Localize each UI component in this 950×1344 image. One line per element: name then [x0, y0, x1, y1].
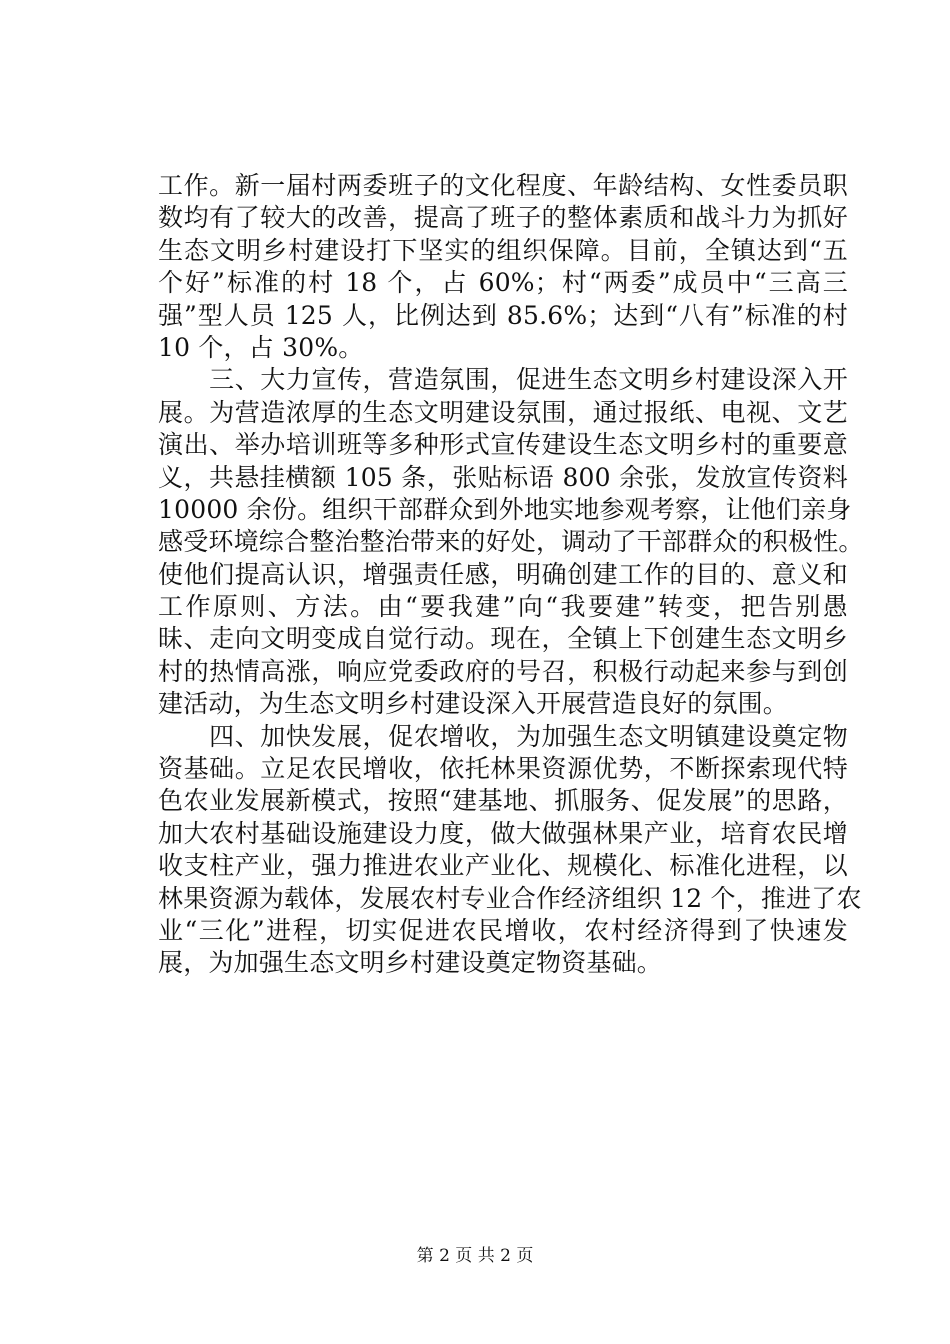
text-line: 建活动，为生态文明乡村建设深入开展营造良好的氛围。: [158, 689, 789, 719]
text-line: 生态文明乡村建设打下坚实的组织保障。目前，全镇达到“五: [158, 235, 848, 265]
text-line: 义，共悬挂横额 105 条，张贴标语 800 余张，发放宣传资料: [158, 462, 848, 492]
text-line: 强”型人员 125 人，比例达到 85.6%；达到“八有”标准的村: [158, 300, 848, 330]
text-line: 演出、举办培训班等多种形式宣传建设生态文明乡村的重要意: [158, 430, 848, 460]
text-line: 使他们提高认识，增强责任感，明确创建工作的目的、意义和: [158, 559, 848, 589]
text-line: 三、大力宣传，营造氛围，促进生态文明乡村建设深入开: [158, 365, 848, 395]
text-line: 数均有了较大的改善，提高了班子的整体素质和战斗力为抓好: [158, 203, 848, 233]
text-line: 资基础。立足农民增收，依托林果资源优势，不断探索现代特: [158, 754, 848, 784]
text-line: 加大农村基础设施建设力度，做大做强林果产业，培育农民增: [158, 818, 848, 848]
text-line: 展，为加强生态文明乡村建设奠定物资基础。: [158, 948, 663, 978]
page-number-footer: 第 2 页 共 2 页: [416, 1246, 534, 1266]
text-line: 昧、走向文明变成自觉行动。现在，全镇上下创建生态文明乡: [158, 624, 848, 654]
text-line: 个好”标准的村 18 个，占 60%；村“两委”成员中“三高三: [158, 268, 848, 298]
text-line: 10000 余份。组织干部群众到外地实地参观考察，让他们亲身: [158, 494, 852, 524]
text-line: 工作原则、方法。由“要我建”向“我要建”转变，把告别愚: [158, 592, 848, 622]
text-line: 收支柱产业，强力推进农业产业化、规模化、标准化进程，以: [158, 851, 848, 881]
text-line: 四、加快发展，促农增收，为加强生态文明镇建设奠定物: [158, 721, 848, 751]
text-line: 10 个，占 30%。: [158, 332, 364, 362]
text-line: 村的热情高涨，响应党委政府的号召，积极行动起来参与到创: [158, 656, 848, 686]
text-line: 业“三化”进程，切实促进农民增收，农村经济得到了快速发: [158, 915, 848, 945]
text-line: 林果资源为载体，发展农村专业合作经济组织 12 个，推进了农: [158, 883, 862, 913]
text-line: 色农业发展新模式，按照“建基地、抓服务、促发展”的思路，: [158, 786, 848, 816]
text-line: 工作。新一届村两委班子的文化程度、年龄结构、女性委员职: [158, 171, 848, 200]
text-line: 展。为营造浓厚的生态文明建设氛围，通过报纸、电视、文艺: [158, 397, 848, 427]
text-line: 感受环境综合整治整治带来的好处，调动了干部群众的积极性。: [158, 527, 864, 557]
document-body: [158, 170, 864, 980]
